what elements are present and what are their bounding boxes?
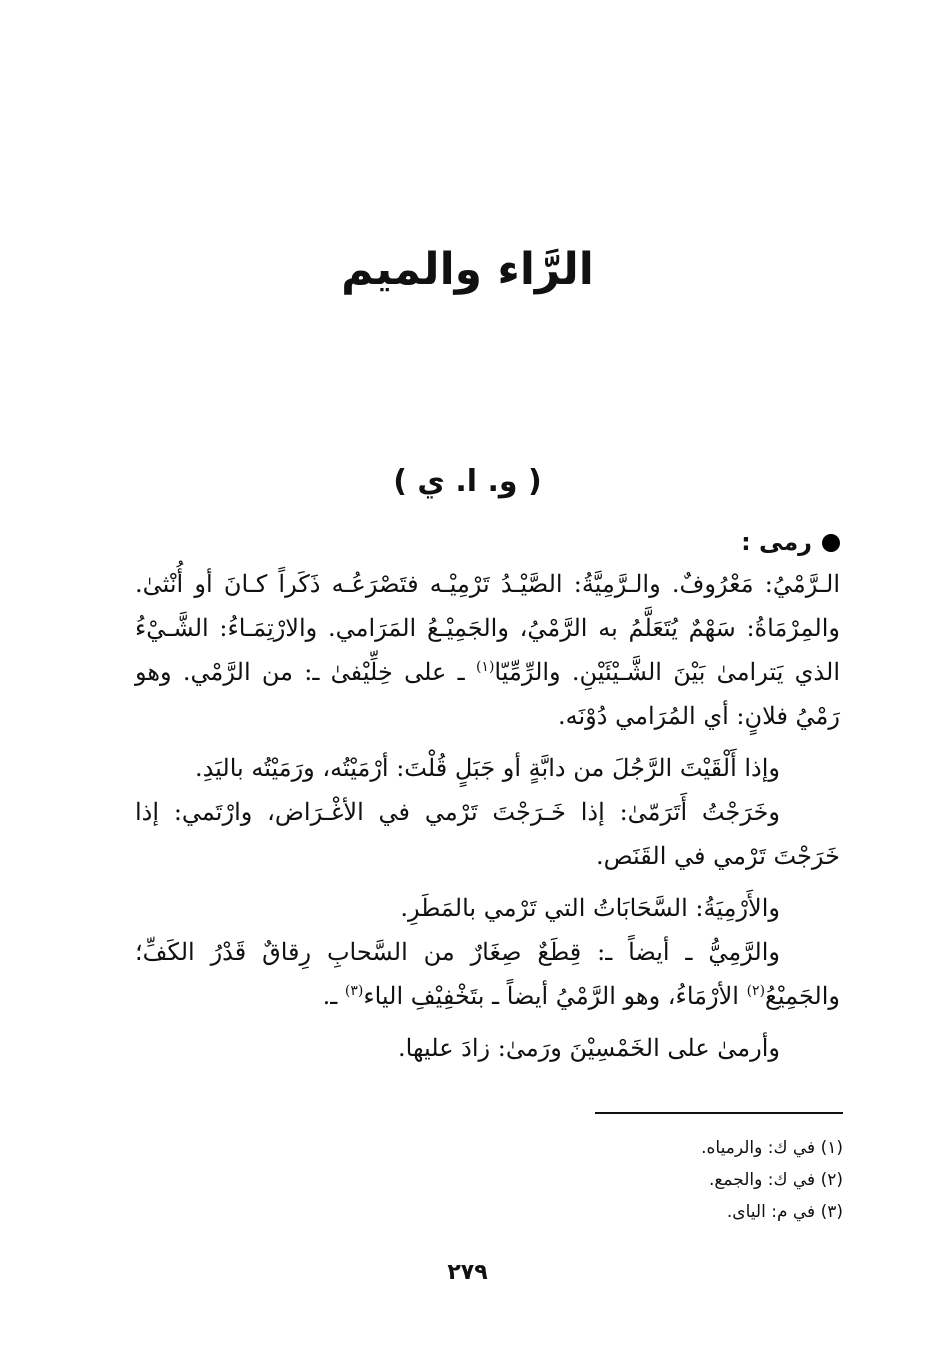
- paragraph-4: والأَرْمِيَةُ: السَّحَابَاتُ التي تَرْمي بالمَطَرِ.: [400, 894, 780, 922]
- section-heading: ( و. ا. ي ): [393, 464, 542, 499]
- bullet-icon: [822, 534, 840, 552]
- footnote-mark-1: (١): [475, 659, 495, 675]
- footnote-1: (١) في ك: والرمياه.: [701, 1138, 843, 1158]
- chapter-title: الرَّاء والميم: [341, 244, 594, 295]
- footnote-divider: [595, 1112, 843, 1114]
- paragraph-1-end: ـ على خِلِّيْفىٰ ـ: من الرَّمْي. وهو رَمْيُ فلانٍ: أي المُرَامي دُوْنَه.: [135, 658, 840, 730]
- paragraph-5-mid: الأرْمَاءُ، وهو الرَّمْيُ أيضاً ـ بتَخْفِيْفِ الياء: [363, 982, 747, 1010]
- page-number: ٢٧٩: [447, 1260, 488, 1285]
- footnotes: [543, 1132, 843, 1228]
- entry-headword: [135, 522, 840, 562]
- paragraph-3: وخَرَجْتُ أَتَرَمّىٰ: إذا خَـرَجْتَ تَرْمي في الأغْـرَاض، وارْتَمي: إذا خَرَجْتَ تَرْمي في القَنَص.: [135, 798, 840, 870]
- paragraph-5-start: والرَّمِيُّ ـ أيضاً ـ: قِطَعٌ صِغَارٌ من السَّحابِ رِقاقٌ قَدْرُ الكَفِّ؛ والجَمِيْعُ: [135, 938, 840, 1010]
- paragraph-5-end: ـ.: [322, 982, 345, 1010]
- footnote-3: (٣) في م: اليای.: [726, 1202, 843, 1222]
- footnote-mark-2: (٢): [746, 983, 766, 999]
- paragraph-2: وإذا أَلْقَيْتَ الرَّجُلَ من دابَّةٍ أو جَبَلٍ قُلْتَ: أرْمَيْتُه، ورَمَيْتُه باليَدِ.: [194, 754, 780, 782]
- paragraph-6: وأرمىٰ على الخَمْسِيْنَ ورَمىٰ: زادَ عليها.: [398, 1034, 780, 1062]
- paragraph-1: [135, 562, 840, 738]
- footnote-mark-3: (٣): [344, 983, 364, 999]
- entry-headword-text: رمى :: [741, 528, 812, 556]
- paragraph-5: [135, 930, 840, 1018]
- footnote-2: (٢) في ك: والجمع.: [708, 1170, 843, 1190]
- paragraph-1-start: الـرَّمْيُ: مَعْرُوفٌ. والـرَّمِيَّةُ: الصَّيْـدُ تَرْمِيْـه فتَصْرَعُـه ذَكَراً كـانَ أو أُنْثىٰ. والمِرْمَاةُ: سَهْمٌ يُتَعَلَّمُ به الرَّمْيُ، والجَمِيْـعُ المَرَامي. والارْتِمَـاءُ: الشَّـيْءُ الذي يَترامىٰ بَيْنَ الشَّـيْئَيْنِ. والرِّمِّيّا: [135, 570, 841, 686]
- entry-body: [135, 522, 840, 1070]
